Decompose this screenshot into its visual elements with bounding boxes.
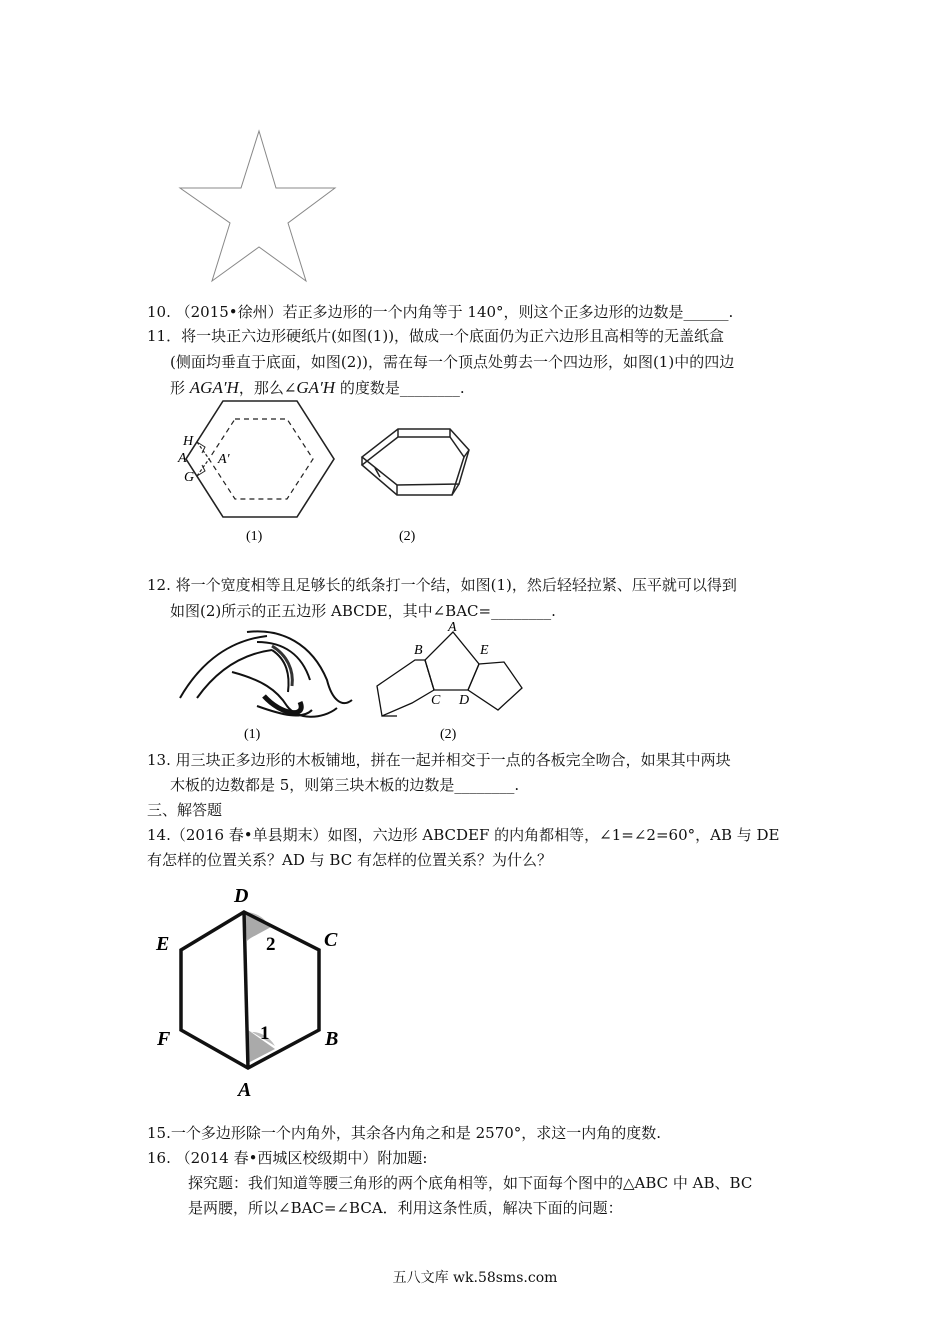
question-14-line2: 有怎样的位置关系？AD 与 BC 有怎样的位置关系？为什么？ — [147, 851, 552, 869]
pent-label-D: D — [459, 693, 470, 708]
hexagon-box-figure — [362, 429, 469, 495]
page-footer: 五八文库 wk.58sms.com — [392, 1270, 558, 1286]
q11-quad-AGAH: AGA′H — [189, 378, 239, 397]
pent-label-B: B — [414, 643, 423, 658]
hex-vertex-A: A — [238, 1079, 252, 1101]
q11-text-c: 的度数是________. — [335, 379, 465, 397]
angle-1-label: 1 — [260, 1023, 270, 1044]
hex-label-H: H — [183, 434, 194, 449]
hex-vertex-F: F — [157, 1028, 171, 1050]
hexagon-ABCDEF-figure — [150, 880, 360, 1105]
question-16-line1: 16. （2014 春•西城区校级期中）附加题: — [147, 1149, 428, 1167]
hex-label-G: G — [184, 470, 195, 485]
q11-angle-GAH: GA′H — [296, 378, 336, 397]
knot-fig1-caption: (1) — [244, 727, 261, 742]
question-11-line2: (侧面均垂直于底面，如图(2))，需在每一个顶点处剪去一个四边形，如图(1)中的四边 — [170, 353, 735, 371]
hex-label-A: A — [178, 451, 187, 466]
fig2-caption: (2) — [399, 529, 416, 544]
hex-vertex-E: E — [156, 933, 170, 955]
question-14-line1: 14.（2016 春•单县期末）如图，六边形 ABCDEF 的内角都相等，∠1=∠2=60°，AB 与 DE — [147, 826, 780, 844]
hex-vertex-D: D — [234, 885, 249, 907]
question-12-line1: 12. 将一个宽度相等且足够长的纸条打一个结，如图(1)，然后轻轻拉紧、压平就可以得到 — [147, 576, 737, 594]
pent-label-E: E — [480, 643, 489, 658]
fig1-caption: (1) — [246, 529, 263, 544]
knot-fig2-caption: (2) — [440, 727, 457, 742]
question-12-line2: 如图(2)所示的正五边形 ABCDE，其中∠BAC=________. — [170, 602, 556, 620]
pent-label-C: C — [431, 693, 441, 708]
paper-knot-figure — [172, 620, 532, 745]
question-10: 10. （2015•徐州）若正多边形的一个内角等于 140°，则这个正多边形的边数是______. — [147, 303, 734, 321]
question-11-line1: 11．将一块正六边形硬纸片(如图(1))，做成一个底面仍为正六边形且高相等的无盖纸盒 — [147, 327, 725, 345]
hex-label-A-prime: A′ — [218, 452, 230, 467]
question-16-line2: 探究题：我们知道等腰三角形的两个底角相等，如下面每个图中的△ABC 中 AB、BC — [188, 1174, 753, 1192]
hex-vertex-C: C — [324, 929, 338, 951]
hex-vertex-B: B — [325, 1028, 339, 1050]
question-13-line2: 木板的边数都是 5，则第三块木板的边数是________. — [170, 776, 520, 794]
star-figure — [175, 128, 340, 288]
question-13-line1: 13. 用三块正多边形的木板铺地，拼在一起并相交于一点的各板完全吻合，如果其中两块 — [147, 751, 731, 769]
angle-2-label: 2 — [266, 934, 276, 955]
q11-text-a: 形 — [170, 379, 190, 397]
question-15: 15.一个多边形除一个内角外，其余各内角之和是 2570°，求这一内角的度数. — [147, 1124, 662, 1142]
q11-text-b: ，那么∠ — [238, 379, 297, 397]
section-heading: 三、解答题 — [147, 801, 223, 819]
pent-label-A: A — [448, 620, 457, 635]
question-16-line3: 是两腰，所以∠BAC=∠BCA．利用这条性质，解决下面的问题： — [188, 1199, 623, 1217]
hexagon-paper-figure — [175, 395, 525, 555]
